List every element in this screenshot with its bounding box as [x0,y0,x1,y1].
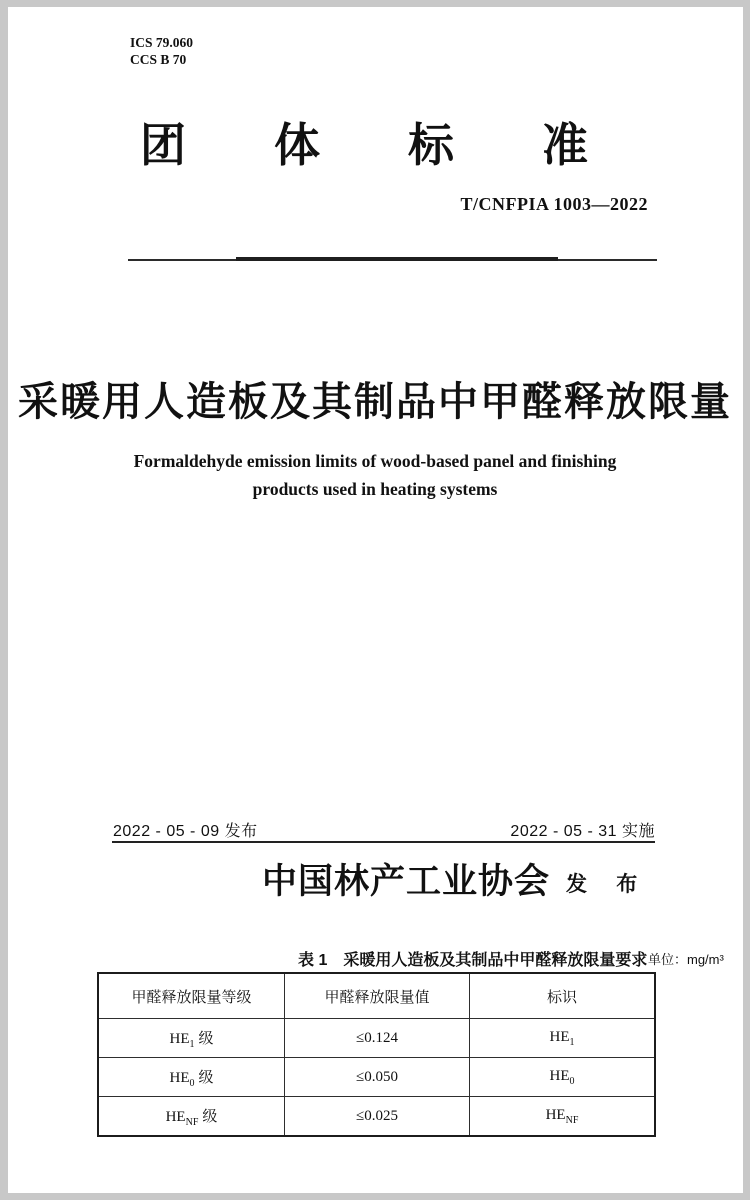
document-type-title [140,112,588,172]
standard-title-english [0,447,750,503]
table-caption: 表 1 采暖用人造板及其制品中甲醛释放限量要求 [298,952,648,969]
table-header-row [99,974,654,1018]
classification-codes [130,34,193,68]
mark-cell: $HE_{NF}$ [469,1097,654,1135]
doc-type-char: 准 [542,119,588,171]
limit-cell: ≤0.050 [284,1058,469,1096]
limit-cell: ≤0.025 [284,1097,469,1135]
ccs-code: CCS B 70 [130,52,187,67]
emission-limits-table [97,972,656,1137]
title-english-line2: products used in heating systems [252,479,498,499]
doc-type-char: 体 [274,119,320,171]
doc-type-char: 标 [408,119,454,171]
ics-code: ICS 79.060 [130,35,194,50]
issue-date: 2022 - 05 - 09 发布 [113,823,258,840]
implement-date: 2022 - 05 - 31 实施 [510,823,655,840]
limit-cell: ≤0.124 [284,1019,469,1057]
header-cell-grade: 甲醛释放限量等级 [131,989,252,1006]
header-cell-mark: 标识 [469,974,654,1018]
title-english-line1: Formaldehyde emission limits of wood-based panel and finishing [133,451,617,471]
table-row [99,1096,654,1135]
publisher-name: 中国林产工业协会 [262,862,551,901]
grade-cell: $HE_0$ 级 [169,1069,214,1089]
mark-cell: $HE_0$ [469,1058,654,1096]
table-unit: 单位：mg/m³ [648,952,724,967]
header-cell-limit: 甲醛释放限量值 [284,974,469,1018]
table-row [99,1057,654,1096]
dates-underline [112,841,655,843]
horizontal-rule-thick-segment [236,257,558,261]
publisher-row [262,861,649,903]
publish-label: 发 布 [566,872,650,896]
grade-cell: $HE_{NF}$ 级 [165,1108,218,1128]
grade-cell: $HE_1$ 级 [169,1030,214,1050]
standard-title-chinese: 采暖用人造板及其制品中甲醛释放限量 [18,380,732,424]
standard-number: T/CNFPIA 1003—2022 [460,194,648,214]
mark-cell: $HE_1$ [469,1019,654,1057]
table-row [99,1018,654,1057]
doc-type-char: 团 [140,119,186,171]
dates-row [113,818,655,841]
